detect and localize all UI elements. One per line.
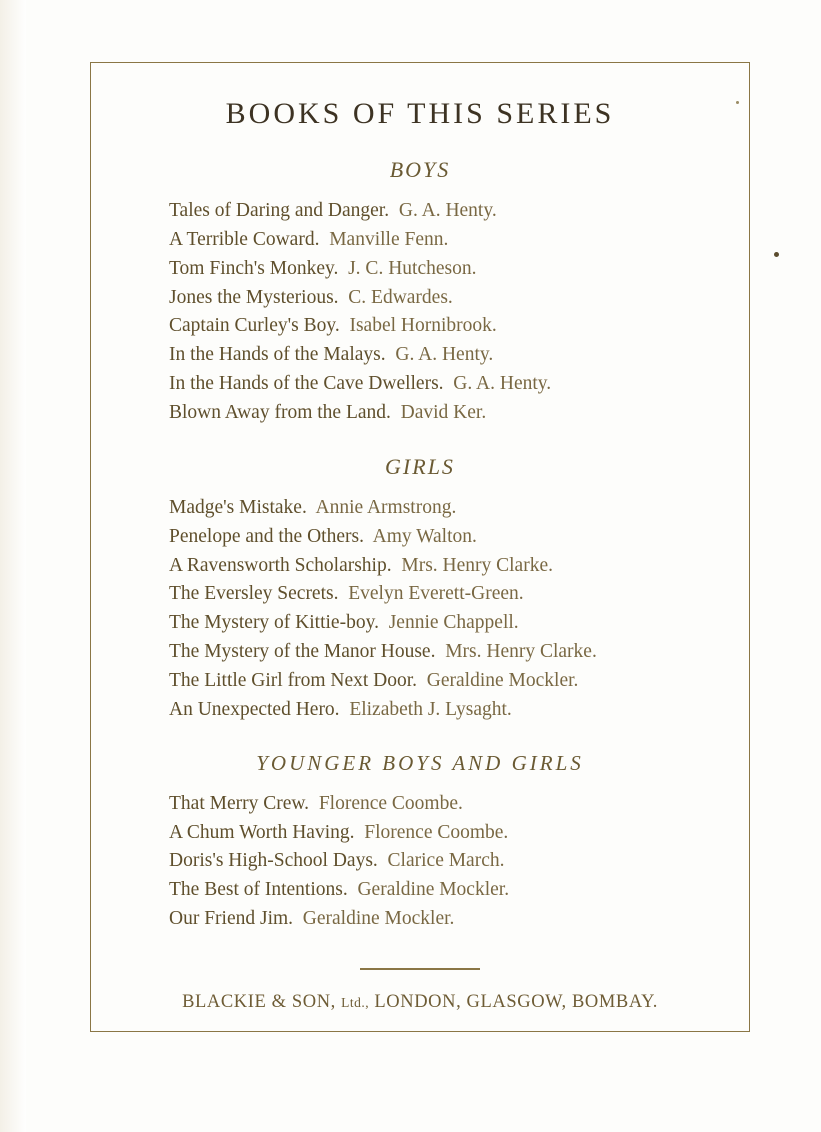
- book-author: C. Edwardes.: [348, 286, 453, 308]
- list-item: [131, 790, 709, 819]
- book-author: Manville Fenn.: [329, 228, 449, 250]
- book-title: The Best of Intentions.: [169, 879, 348, 901]
- publisher-name: BLACKIE & SON,: [182, 991, 336, 1012]
- book-author: Florence Coombe.: [364, 821, 509, 843]
- list-item: [131, 552, 709, 581]
- book-author: Evelyn Everett-Green.: [348, 583, 524, 605]
- page-title: BOOKS OF THIS SERIES: [225, 97, 615, 130]
- section-younger-boys-and-girls: [131, 751, 709, 934]
- book-author: Florence Coombe.: [318, 792, 463, 814]
- section-heading-younger: YOUNGER BOYS AND GIRLS: [256, 750, 584, 775]
- page-border-frame: [90, 62, 750, 1032]
- book-title: The Little Girl from Next Door.: [169, 670, 418, 692]
- list-item: [131, 876, 709, 905]
- book-author: David Ker.: [400, 402, 487, 424]
- list-item: [131, 197, 709, 226]
- book-title: A Ravensworth Scholarship.: [169, 554, 392, 576]
- book-list-boys: [131, 197, 709, 428]
- list-item: [131, 609, 709, 638]
- list-item: [131, 638, 709, 667]
- book-author: Geraldine Mockler.: [302, 908, 455, 930]
- book-title: Blown Away from the Land.: [169, 402, 391, 424]
- book-title: The Mystery of Kittie-boy.: [169, 612, 379, 634]
- book-title: Tales of Daring and Danger.: [169, 200, 390, 221]
- section-heading-boys: BOYS: [389, 157, 451, 182]
- list-item: [131, 312, 709, 341]
- list-item: [131, 819, 709, 848]
- book-title: In the Hands of the Cave Dwellers.: [169, 373, 444, 395]
- book-title: Madge's Mistake.: [169, 496, 307, 518]
- book-author: Isabel Hornibrook.: [349, 315, 497, 337]
- book-title: Penelope and the Others.: [169, 525, 364, 547]
- book-author: Jennie Chappell.: [388, 612, 519, 634]
- page-content: [91, 63, 749, 1031]
- book-title: That Merry Crew.: [169, 792, 310, 814]
- divider-rule: [360, 968, 480, 970]
- list-item: [131, 399, 709, 428]
- book-title: The Eversley Secrets.: [169, 583, 339, 605]
- publisher-imprint: [131, 992, 709, 1013]
- book-author: Mrs. Henry Clarke.: [445, 641, 597, 663]
- book-author: Geraldine Mockler.: [357, 879, 510, 901]
- list-item: [131, 226, 709, 255]
- list-item: [131, 370, 709, 399]
- book-title: Our Friend Jim.: [169, 908, 294, 930]
- list-item: [131, 341, 709, 370]
- book-author: Geraldine Mockler.: [426, 670, 579, 692]
- publisher-suffix: Ltd.,: [341, 994, 370, 1010]
- section-girls: [131, 454, 709, 725]
- section-heading-girls: GIRLS: [385, 453, 455, 479]
- book-author: Amy Walton.: [372, 525, 477, 547]
- list-item: [131, 523, 709, 552]
- list-item: [131, 696, 709, 725]
- list-item: [131, 905, 709, 934]
- book-title: Jones the Mysterious.: [169, 286, 339, 308]
- section-boys: [131, 157, 709, 428]
- book-author: Clarice March.: [387, 850, 505, 872]
- book-title: An Unexpected Hero.: [169, 698, 340, 720]
- list-item: [131, 255, 709, 284]
- book-title: A Terrible Coward.: [169, 228, 320, 250]
- list-item: [131, 847, 709, 876]
- book-title: Tom Finch's Monkey.: [169, 257, 339, 279]
- list-item: [131, 580, 709, 609]
- book-list-girls: [131, 494, 709, 725]
- book-author: G. A. Henty.: [398, 200, 497, 221]
- book-author: Elizabeth J. Lysaght.: [349, 698, 512, 720]
- list-item: [131, 667, 709, 696]
- book-author: Mrs. Henry Clarke.: [401, 554, 553, 576]
- book-author: Annie Armstrong.: [315, 496, 457, 518]
- page-edge-shadow: [0, 0, 26, 1132]
- book-author: G. A. Henty.: [395, 344, 494, 366]
- book-list-younger: [131, 790, 709, 934]
- book-title: Captain Curley's Boy.: [169, 315, 340, 337]
- book-title: In the Hands of the Malays.: [169, 344, 386, 366]
- list-item: [131, 494, 709, 523]
- book-title: The Mystery of the Manor House.: [169, 641, 436, 663]
- book-author: G. A. Henty.: [453, 373, 552, 395]
- publisher-cities: LONDON, GLASGOW, BOMBAY.: [374, 991, 658, 1012]
- ink-speck-icon: [774, 252, 779, 257]
- book-author: J. C. Hutcheson.: [348, 257, 477, 279]
- book-title: Doris's High-School Days.: [169, 850, 378, 872]
- book-title: A Chum Worth Having.: [169, 821, 355, 843]
- list-item: [131, 284, 709, 313]
